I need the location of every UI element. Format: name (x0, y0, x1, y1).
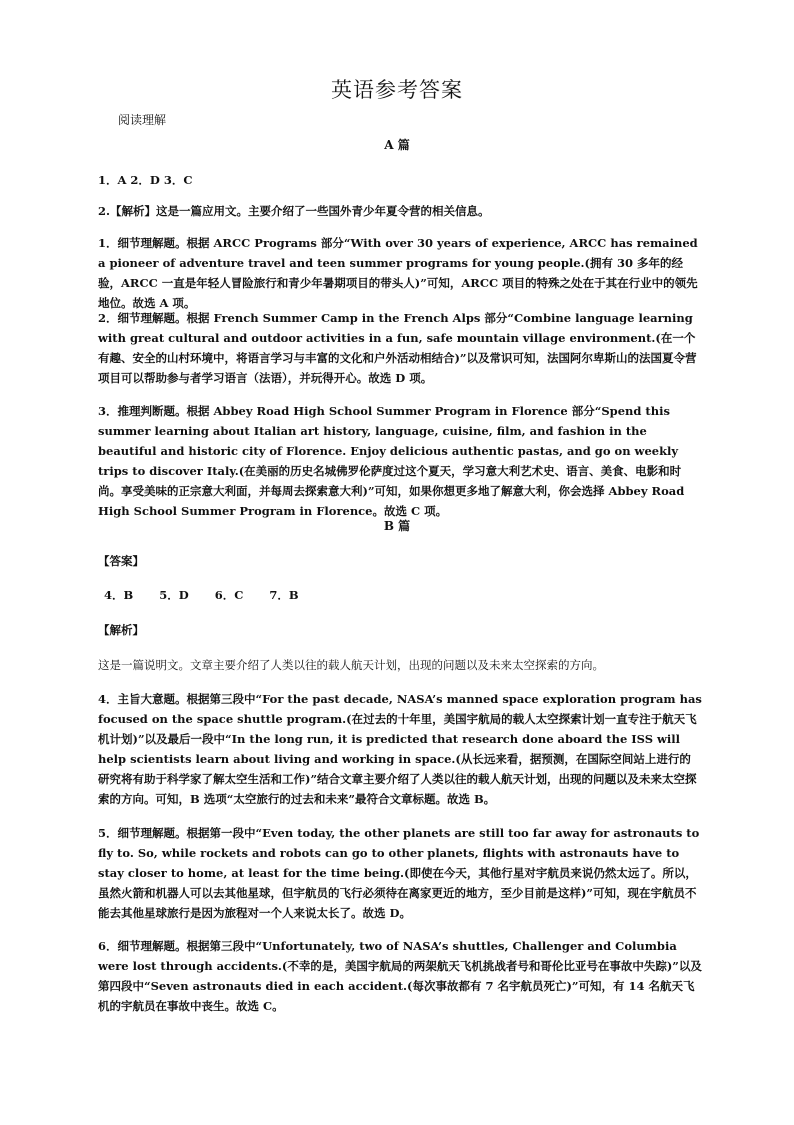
part-b-analysis-heading: 【解析】 (98, 623, 144, 637)
part-b-q6-explanation: 6．细节理解题。根据第三段中“Unfortunately, two of NASA’s shuttles, Challenger and Columbia were lost through accidents.(不幸的是，美国宇航局的两架航天飞机挑战者号和哥伦比亚号在事故中失踪)”以及第四段中“Seven astronauts died in each accident.(每次事故都有 7 名宇航员死亡)”可知，有 14 名航天飞机的宇航员在事故中丧生。故选 C。 (98, 939, 702, 1013)
part-b-label: B 篇 (383, 519, 411, 533)
answer-6: 6．C (214, 588, 244, 602)
answer-5: 5．D (159, 588, 189, 602)
part-b-q4-explanation: 4．主旨大意题。根据第三段中“For the past decade, NASA’s manned space exploration program has focused on the space shuttle program.(在过去的十年里，美国宇航局的载人太空探索计划一直专注于航天飞机计划)”以及最后一段中“In the long run, it is predicted that research done aboard the ISS will help scientists learn about living and working in space.(从长远来看，据预测，在国际空间站上进行的研究将有助于科学家了解太空生活和工作)”结合文章主要介绍了人类以往的载人航天计划，出现的问题以及未来太空探索的方向。可知，B 选项“太空旅行的过去和未来”最符合文章标题。故选 B。 (98, 692, 702, 806)
part-a-q1-explanation: 1．细节理解题。根据 ARCC Programs 部分“With over 30 years of experience, ARCC has remained a pioneer of adventure travel and teen summer programs for young people.(拥有 30 多年的经验，ARCC 一直是年轻人冒险旅行和青少年暑期项目的带头人)”可知，ARCC 项目的特殊之处在于其在行业中的领先地位。故选 A 项。 (98, 236, 698, 310)
answer-4: 4．B (104, 588, 134, 602)
part-a-label: A 篇 (384, 138, 410, 152)
part-a-q3-explanation: 3．推理判断题。根据 Abbey Road High School Summer Program in Florence 部分“Spend this summer learning about Italian art history, language, cuisine, film, and fashion in the beautiful and historic city of Florence. Enjoy delicious authentic pastas, and go on weekly trips to discover Italy.(在美丽的历史名城佛罗伦萨度过这个夏天，学习意大利艺术史、语言、美食、电影和时尚。享受美味的正宗意大利面，并每周去探索意大利)”可知，如果你想更多地了解意大利，你会选择 Abbey Road High School Summer Program in Florence。故选 C 项。 (98, 404, 685, 518)
part-b-q5-explanation: 5．细节理解题。根据第一段中“Even today, the other planets are still too far away for astronauts to fly to. So, while rockets and robots can go to other planets, flights with astronauts have to stay closer to home, at least for the time being.(即使在今天，其他行星对宇航员来说仍然太远了。所以，虽然火箭和机器人可以去其他星球，但宇航员的飞行必须待在离家更近的地方，至少目前是这样)”可知，现在宇航员不能去其他星球旅行是因为旅程对一个人来说太长了。故选 D。 (98, 826, 700, 920)
page-title: 英语参考答案 (331, 78, 463, 102)
part-a-intro: 2.【解析】这是一篇应用文。主要介绍了一些国外青少年夏令营的相关信息。 (98, 204, 490, 218)
section-label: 阅读理解 (118, 113, 167, 127)
part-b-intro: 这是一篇说明文。文章主要介绍了人类以往的载人航天计划，出现的问题以及未来太空探索的方向。 (98, 658, 604, 672)
answer-7: 7．B (269, 588, 299, 602)
part-b-answers (104, 587, 321, 603)
part-a-answers: 1．A 2．D 3．C (98, 173, 193, 187)
part-a-q2-explanation: 2．细节理解题。根据 French Summer Camp in the French Alps 部分“Combine language learning with great cultural and outdoor activities in a fun, safe mountain village environment.(在一个有趣、安全的山村环境中，将语言学习与丰富的文化和户外活动相结合)”以及常识可知，法国阿尔卑斯山的法国夏令营项目可以帮助参与者学习语言（法语），并玩得开心。故选 D 项。 (98, 311, 697, 385)
part-b-answer-heading: 【答案】 (98, 554, 144, 568)
